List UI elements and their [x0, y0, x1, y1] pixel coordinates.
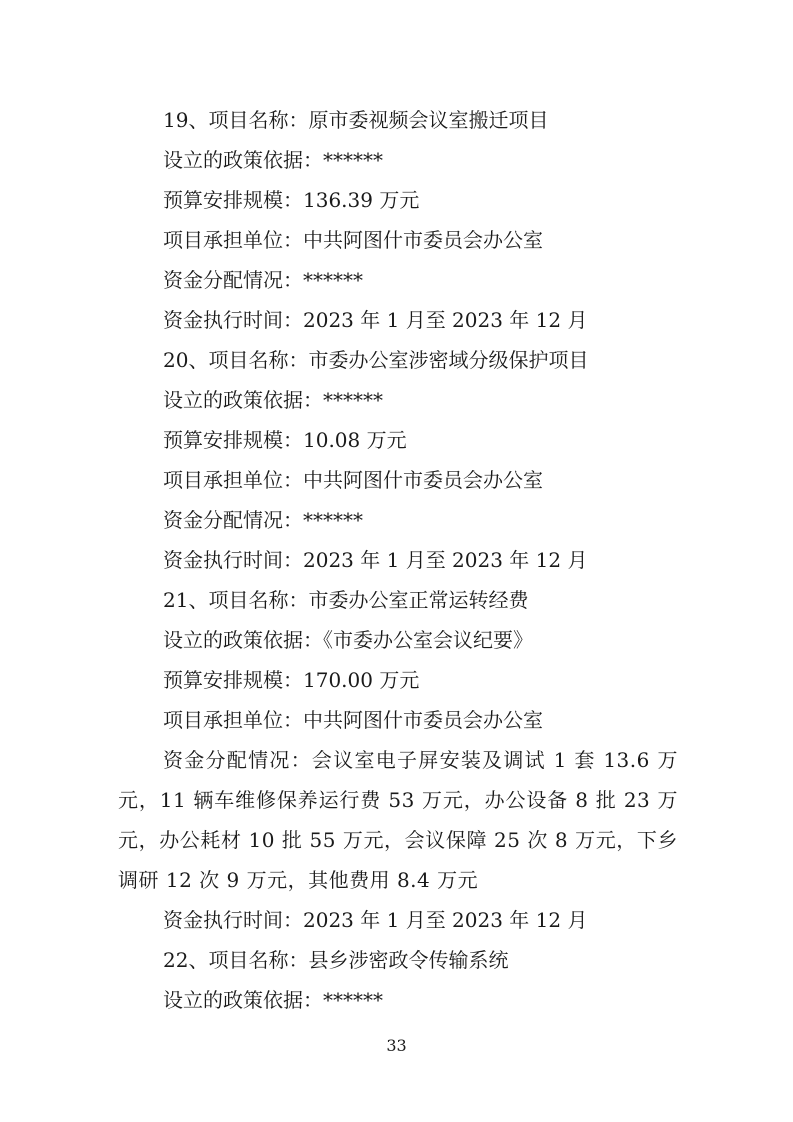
project-21-execution-time: 资金执行时间：2023 年 1 月至 2023 年 12 月 — [163, 908, 588, 932]
project-21-policy-basis: 设立的政策依据：《市委办公室会议纪要》 — [163, 628, 533, 652]
project-20-policy-basis: 设立的政策依据：****** — [163, 388, 383, 412]
project-19-budget: 预算安排规模：136.39 万元 — [163, 188, 420, 212]
project-19-execution-time: 资金执行时间：2023 年 1 月至 2023 年 12 月 — [163, 308, 588, 332]
project-19-allocation: 资金分配情况：****** — [163, 268, 363, 292]
project-20-name: 20、项目名称：市委办公室涉密域分级保护项目 — [163, 348, 589, 372]
page-number: 33 — [386, 1036, 407, 1055]
project-20-execution-time: 资金执行时间：2023 年 1 月至 2023 年 12 月 — [163, 548, 588, 572]
project-20-budget: 预算安排规模：10.08 万元 — [163, 428, 407, 452]
document-body — [118, 100, 678, 1020]
project-22-name: 22、项目名称：县乡涉密政令传输系统 — [163, 948, 509, 972]
project-21-allocation: 资金分配情况：会议室电子屏安装及调试 1 套 13.6 万元，11 辆车维修保养运行费 53 万元，办公设备 8 批 23 万元，办公耗材 10 批 55 万元，会议保障 25 次 8 万元，下乡调研 12 次 9 万元，其他费用 8.4 万元 — [118, 748, 678, 892]
project-22-policy-basis: 设立的政策依据：****** — [163, 988, 383, 1012]
project-21-budget: 预算安排规模：170.00 万元 — [163, 668, 420, 692]
project-21-name: 21、项目名称：市委办公室正常运转经费 — [163, 588, 529, 612]
project-19-unit: 项目承担单位：中共阿图什市委员会办公室 — [163, 228, 543, 252]
project-21-unit: 项目承担单位：中共阿图什市委员会办公室 — [163, 708, 543, 732]
project-20-unit: 项目承担单位：中共阿图什市委员会办公室 — [163, 468, 543, 492]
project-19-policy-basis: 设立的政策依据：****** — [163, 148, 383, 172]
project-19-name: 19、项目名称：原市委视频会议室搬迁项目 — [163, 108, 549, 132]
project-20-allocation: 资金分配情况：****** — [163, 508, 363, 532]
